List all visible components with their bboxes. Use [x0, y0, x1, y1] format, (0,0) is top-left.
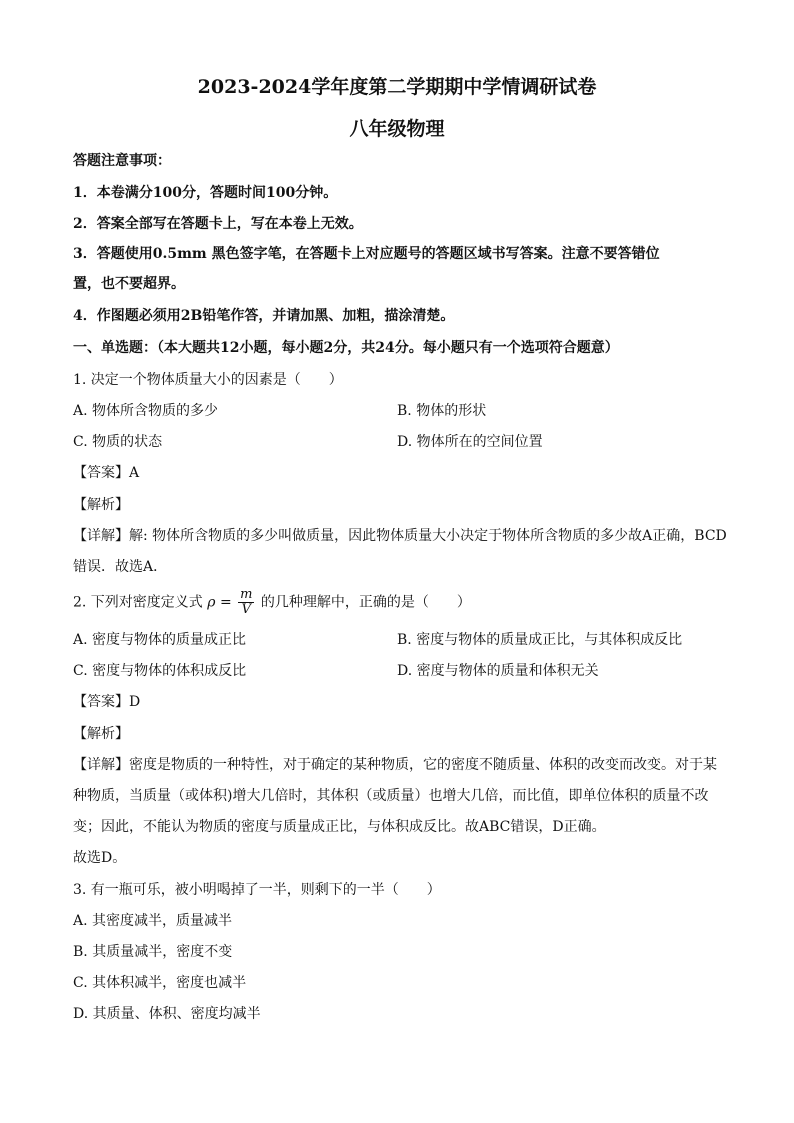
note-item: 4．作图题必须用2B铅笔作答，并请加黑、加粗，描涂清楚。: [73, 308, 455, 324]
note-item: 3．答题使用0.5mm 黑色签字笔，在答题卡上对应题号的答题区域书写答案。注意不要答错位: [73, 246, 660, 262]
note-item: 1．本卷满分100分，答题时间100分钟。: [73, 185, 338, 201]
notes-heading: 答题注意事项：: [73, 153, 171, 169]
note-item: 2．答案全部写在答题卡上，写在本卷上无效。: [73, 216, 363, 232]
q2-analysis-tag: 【解析】: [73, 726, 129, 742]
density-formula-fraction: [238, 588, 254, 617]
q2-detail-cont: 变；因此，不能认为物质的密度与质量成正比，与体积成反比。故ABC错误，D正确。: [73, 819, 606, 835]
detail-tag: 【详解】: [73, 757, 129, 773]
q1-answer: [73, 462, 733, 482]
question-2-stem: [73, 588, 733, 617]
exam-title: 2023-2024学年度第二学期期中学情调研试卷: [197, 76, 597, 98]
q2-option-b: B. 密度与物体的质量成正比，与其体积成反比: [397, 632, 683, 648]
q1-option-c: C. 物质的状态: [73, 434, 163, 450]
q3-option-c: C. 其体积减半，密度也减半: [73, 975, 247, 991]
question-3-stem: 3. 有一瓶可乐，被小明喝掉了一半，则剩下的一半（ ）: [73, 882, 441, 898]
q2-stem-after: 的几种理解中，正确的是（ ）: [260, 594, 471, 611]
detail-text: 密度是物质的一种特性，对于确定的某种物质，它的密度不随质量、体积的改变而改变。对于某: [129, 757, 717, 773]
q2-option-d: D. 密度与物体的质量和体积无关: [397, 663, 599, 679]
note-item: 置，也不要超界。: [73, 276, 185, 292]
q1-detail-cont: 错误．故选A．: [73, 559, 168, 575]
q2-option-a: A. 密度与物体的质量成正比: [73, 632, 247, 648]
q2-detail-cont: 故选D。: [73, 850, 127, 866]
formula-numerator: m: [240, 587, 253, 602]
detail-text: 解: 物体所含物质的多少叫做质量，因此物体质量大小决定于物体所含物质的多少故A正确，BCD: [129, 528, 727, 544]
q1-option-a: A. 物体所含物质的多少: [73, 403, 219, 419]
q1-detail: [73, 525, 733, 545]
q2-answer: [73, 691, 733, 711]
detail-tag: 【详解】: [73, 528, 129, 544]
q1-option-d: D. 物体所在的空间位置: [397, 434, 543, 450]
answer-tag: 【答案】: [73, 694, 129, 710]
formula-denominator: V: [241, 602, 251, 617]
exam-subtitle: 八年级物理: [349, 118, 445, 140]
q2-stem-before: 2. 下列对密度定义式: [73, 594, 203, 611]
answer-tag: 【答案】: [73, 465, 129, 481]
density-formula-lhs: ρ =: [207, 594, 232, 611]
q3-option-a: A. 其密度减半，质量减半: [73, 913, 233, 929]
q3-option-d: D. 其质量、体积、密度均减半: [73, 1006, 261, 1022]
q1-analysis-tag: 【解析】: [73, 497, 129, 513]
answer-value: A: [129, 465, 140, 481]
q2-option-c: C. 密度与物体的体积成反比: [73, 663, 247, 679]
question-1-stem: 1. 决定一个物体质量大小的因素是（ ）: [73, 372, 343, 388]
q2-detail-cont: 种物质，当质量（或体积)增大几倍时，其体积（或质量）也增大几倍，而比值，即单位体积的质量不改: [73, 788, 709, 804]
q3-option-b: B. 其质量减半，密度不变: [73, 944, 233, 960]
answer-value: D: [129, 694, 141, 710]
section-heading: 一、单选题：（本大题共12小题，每小题2分，共24分。每小题只有一个选项符合题意）: [73, 340, 619, 356]
q1-option-b: B. 物体的形状: [397, 403, 487, 419]
q2-detail: [73, 754, 733, 774]
